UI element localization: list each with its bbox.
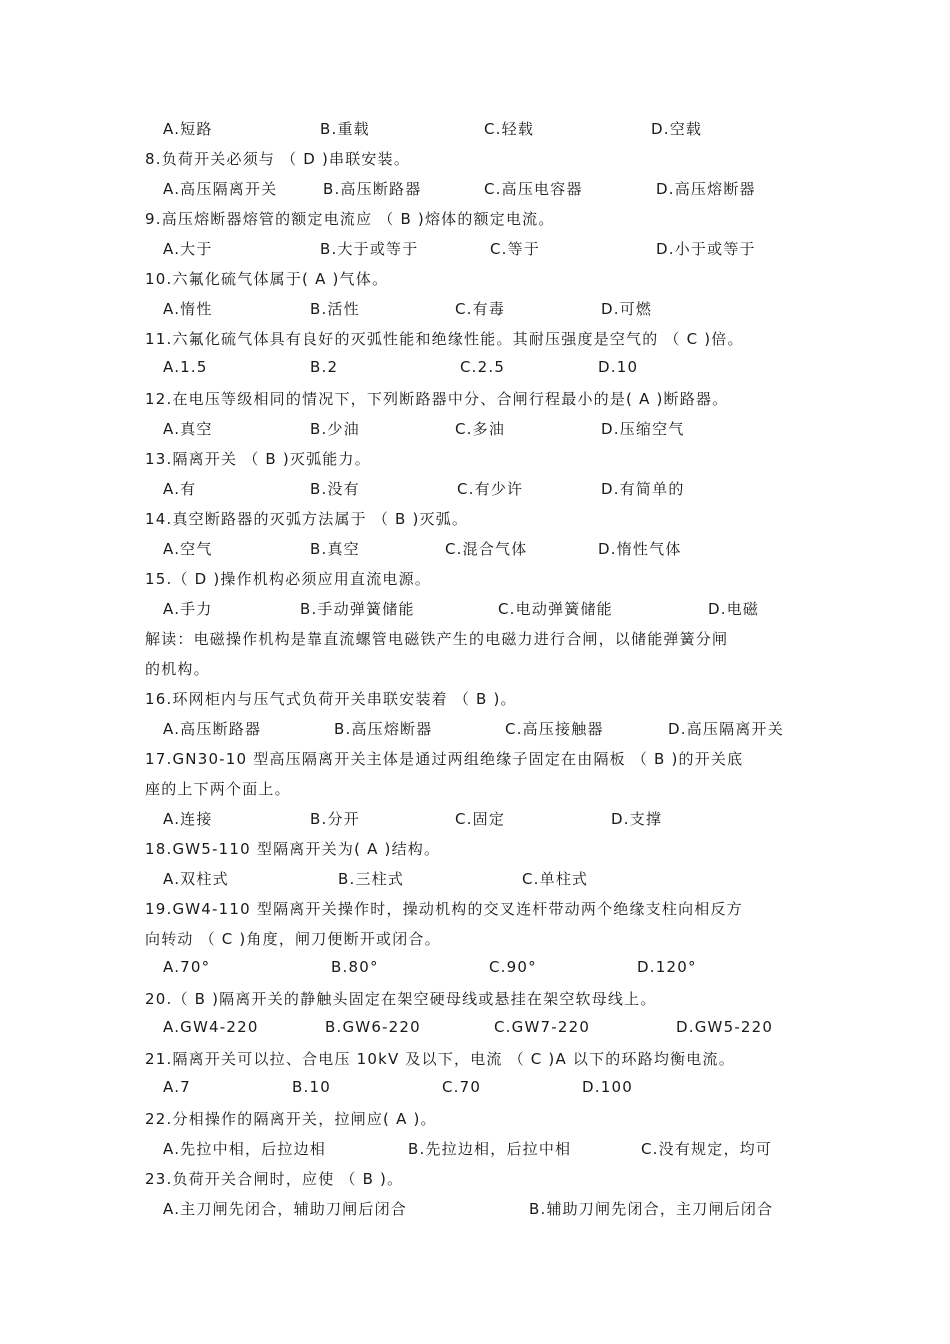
answer-option: B.少油	[310, 420, 360, 438]
answer-option: B.重载	[320, 120, 370, 138]
answer-option: A.真空	[163, 420, 213, 438]
answer-option: D.空载	[651, 120, 703, 138]
answer-option: B.先拉边相，后拉中相	[408, 1140, 572, 1158]
answer-option: A.高压隔离开关	[163, 180, 278, 198]
question-text: 16.环网柜内与压气式负荷开关串联安装着 （ B )。	[145, 690, 517, 708]
question-text: 22.分相操作的隔离开关，拉闸应( A )。	[145, 1110, 437, 1128]
answer-option: A.惰性	[163, 300, 213, 318]
answer-options-row	[0, 538, 950, 568]
question-text-line	[0, 838, 950, 868]
question-text-line	[0, 208, 950, 238]
question-text-line	[0, 148, 950, 178]
question-text-line	[0, 268, 950, 298]
answer-option: B.80°	[331, 958, 379, 976]
answer-option: B.高压熔断器	[334, 720, 433, 738]
question-text: 18.GW5-110 型隔离开关为( A )结构。	[145, 840, 441, 858]
answer-option: A.70°	[163, 958, 211, 976]
answer-option: C.多油	[455, 420, 506, 438]
answer-option: C.GW7-220	[494, 1018, 591, 1036]
answer-option: A.空气	[163, 540, 213, 558]
answer-options-row	[0, 718, 950, 748]
question-text-line	[0, 1168, 950, 1198]
question-text-line	[0, 628, 950, 658]
question-text: 12.在电压等级相同的情况下，下列断路器中分、合闸行程最小的是( A )断路器。	[145, 390, 729, 408]
answer-option: B.10	[292, 1078, 331, 1096]
answer-option: D.惰性气体	[598, 540, 682, 558]
question-text-line	[0, 388, 950, 418]
answer-option: A.主刀闸先闭合，辅助刀闸后闭合	[163, 1200, 407, 1218]
answer-option: B.辅助刀闸先闭合，主刀闸后闭合	[529, 1200, 774, 1218]
answer-option: D.高压熔断器	[656, 180, 756, 198]
answer-option: C.等于	[490, 240, 541, 258]
question-text-line	[0, 898, 950, 928]
answer-option: A.双柱式	[163, 870, 229, 888]
question-text: 的机构。	[145, 660, 210, 678]
answer-option: A.大于	[163, 240, 213, 258]
question-text: 19.GW4-110 型隔离开关操作时，操动机构的交叉连杆带动两个绝缘支柱向相反方	[145, 900, 743, 918]
answer-option: A.有	[163, 480, 197, 498]
answer-option: C.70	[442, 1078, 482, 1096]
answer-option: D.GW5-220	[676, 1018, 774, 1036]
answer-option: B.2	[310, 358, 339, 376]
question-text-line	[0, 1108, 950, 1138]
answer-option: C.轻载	[484, 120, 535, 138]
answer-option: C.高压电容器	[484, 180, 583, 198]
question-text: 17.GN30-10 型高压隔离开关主体是通过两组绝缘子固定在由隔板 （ B )的开关底	[145, 750, 744, 768]
answer-option: D.小于或等于	[656, 240, 756, 258]
question-text: 21.隔离开关可以拉、合电压 10kV 及以下，电流 （ C )A 以下的环路均衡电流。	[145, 1050, 735, 1068]
question-text-line	[0, 568, 950, 598]
answer-option: D.压缩空气	[601, 420, 685, 438]
answer-options-row	[0, 178, 950, 208]
question-text: 10.六氟化硫气体属于( A )气体。	[145, 270, 389, 288]
answer-options-row	[0, 958, 950, 988]
answer-option: B.活性	[310, 300, 360, 318]
answer-option: D.120°	[637, 958, 697, 976]
question-text-line	[0, 928, 950, 958]
answer-option: C.单柱式	[522, 870, 589, 888]
answer-option: A.手力	[163, 600, 213, 618]
answer-options-row	[0, 1198, 950, 1228]
answer-options-row	[0, 1138, 950, 1168]
answer-option: A.先拉中相，后拉边相	[163, 1140, 326, 1158]
answer-option: A.短路	[163, 120, 213, 138]
question-text-line	[0, 658, 950, 688]
answer-option: B.大于或等于	[320, 240, 419, 258]
answer-option: A.连接	[163, 810, 213, 828]
answer-option: C.2.5	[460, 358, 506, 376]
answer-option: B.三柱式	[338, 870, 405, 888]
question-text-line	[0, 508, 950, 538]
answer-options-row	[0, 298, 950, 328]
question-text-line	[0, 688, 950, 718]
question-text: 解读：电磁操作机构是靠直流螺管电磁铁产生的电磁力进行合闸，以储能弹簧分闸	[145, 630, 729, 648]
answer-option: D.支撑	[611, 810, 663, 828]
answer-options-row	[0, 478, 950, 508]
answer-option: A.7	[163, 1078, 191, 1096]
question-text: 23.负荷开关合闸时，应使 （ B )。	[145, 1170, 404, 1188]
answer-option: D.电磁	[708, 600, 760, 618]
question-text: 13.隔离开关 （ B )灭弧能力。	[145, 450, 371, 468]
answer-option: C.混合气体	[445, 540, 528, 558]
answer-option: B.高压断路器	[323, 180, 422, 198]
question-text-line	[0, 778, 950, 808]
answer-option: D.100	[582, 1078, 633, 1096]
answer-option: C.有毒	[455, 300, 506, 318]
question-text: 9.高压熔断器熔管的额定电流应 （ B )熔体的额定电流。	[145, 210, 555, 228]
answer-options-row	[0, 418, 950, 448]
answer-option: B.真空	[310, 540, 360, 558]
answer-options-row	[0, 598, 950, 628]
answer-option: D.可燃	[601, 300, 653, 318]
answer-option: A.高压断路器	[163, 720, 262, 738]
answer-options-row	[0, 808, 950, 838]
answer-option: D.10	[598, 358, 639, 376]
question-text: 8.负荷开关必须与 （ D )串联安装。	[145, 150, 411, 168]
answer-options-row	[0, 118, 950, 148]
answer-option: C.90°	[489, 958, 537, 976]
question-text: 20.（ B )隔离开关的静触头固定在架空硬母线或悬挂在架空软母线上。	[145, 990, 657, 1008]
answer-option: C.高压接触器	[505, 720, 604, 738]
question-text-line	[0, 328, 950, 358]
answer-option: B.没有	[310, 480, 360, 498]
question-text: 座的上下两个面上。	[145, 780, 291, 798]
question-text: 14.真空断路器的灭弧方法属于 （ B )灭弧。	[145, 510, 469, 528]
answer-options-row	[0, 238, 950, 268]
answer-option: C.没有规定，均可	[641, 1140, 773, 1158]
answer-option: B.手动弹簧储能	[300, 600, 415, 618]
answer-options-row	[0, 1078, 950, 1108]
answer-option: A.GW4-220	[163, 1018, 259, 1036]
answer-option: C.固定	[455, 810, 506, 828]
answer-option: B.GW6-220	[325, 1018, 421, 1036]
answer-option: C.电动弹簧储能	[498, 600, 613, 618]
question-text-line	[0, 1048, 950, 1078]
answer-options-row	[0, 358, 950, 388]
answer-options-row	[0, 1018, 950, 1048]
question-text: 11.六氟化硫气体具有良好的灭弧性能和绝缘性能。其耐压强度是空气的 （ C )倍。	[145, 330, 744, 348]
question-text-line	[0, 988, 950, 1018]
answer-option: A.1.5	[163, 358, 208, 376]
question-text: 15.（ D )操作机构必须应用直流电源。	[145, 570, 431, 588]
answer-option: B.分开	[310, 810, 360, 828]
answer-option: D.高压隔离开关	[668, 720, 784, 738]
question-text: 向转动 （ C )角度，闸刀便断开或闭合。	[145, 930, 441, 948]
answer-option: C.有少许	[457, 480, 524, 498]
answer-options-row	[0, 868, 950, 898]
answer-option: D.有简单的	[601, 480, 685, 498]
question-text-line	[0, 448, 950, 478]
question-text-line	[0, 748, 950, 778]
